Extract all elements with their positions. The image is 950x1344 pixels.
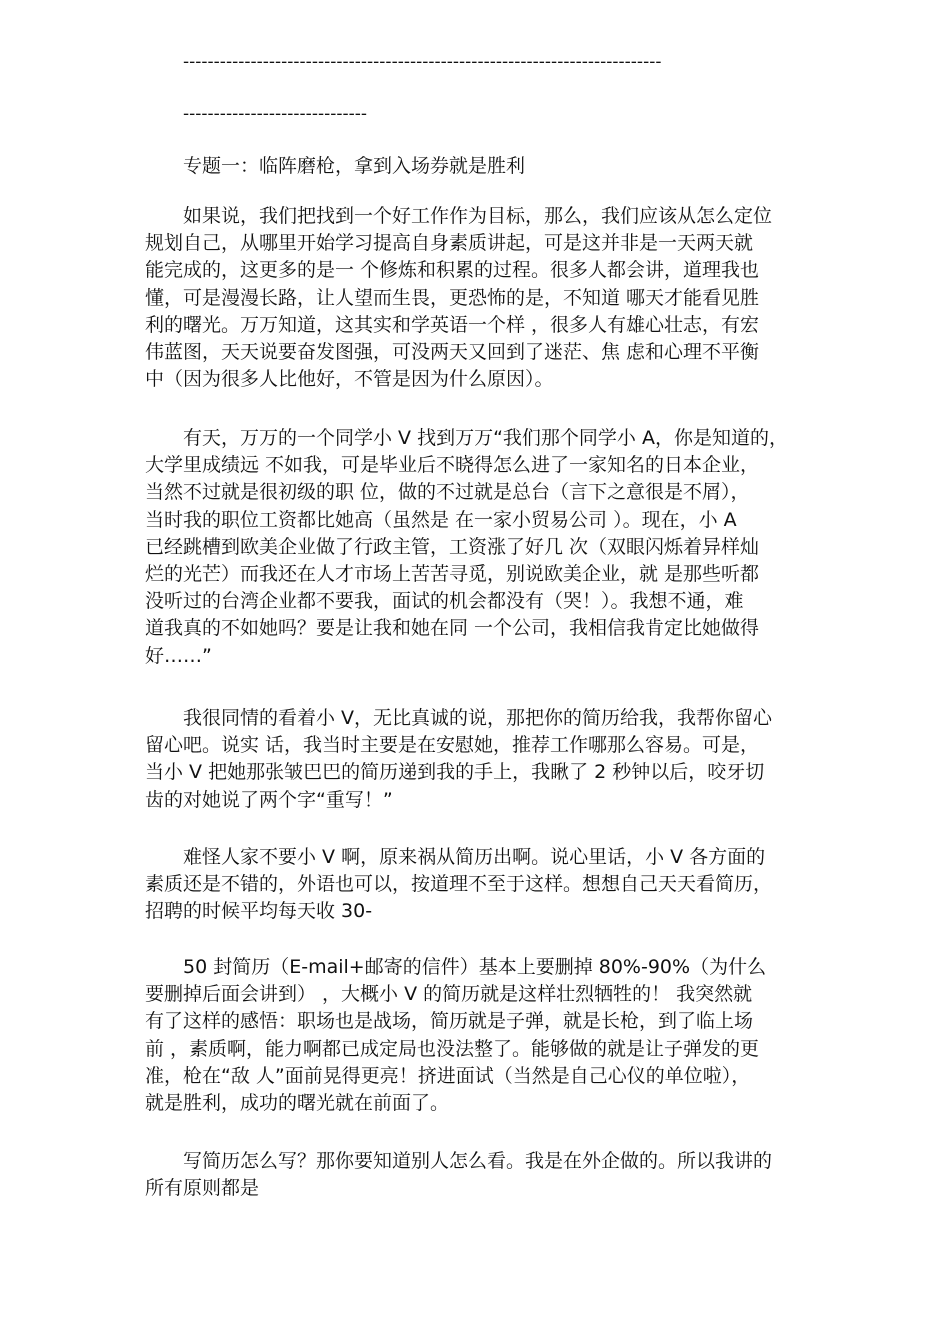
dash-separator-short: ------------------------------ <box>183 104 368 124</box>
paragraph-line: 中（因为很多人比他好，不管是因为什么原因）。 <box>145 368 554 391</box>
paragraph-line: 有天，万万的一个同学小 V 找到万万“我们那个同学小 A，你是知道的， <box>183 427 788 449</box>
paragraph-6 <box>145 1148 890 1202</box>
paragraph-line: 懂，可是漫漫长路，让人望而生畏，更恐怖的是，不知道 哪天才能看见胜 <box>145 286 760 309</box>
paragraph-line: 所有原则都是 <box>145 1177 260 1200</box>
paragraph-line: 准，枪在“敌 人”面前晃得更亮！挤进面试（当然是自己心仪的单位啦）， <box>145 1064 751 1087</box>
paragraph-line: 招聘的时候平均每天收 30- <box>145 900 373 923</box>
paragraph-4 <box>145 844 890 926</box>
paragraph-3 <box>145 705 890 814</box>
paragraph-line: 利的曙光。万万知道，这其实和学英语一个样 ，很多人有雄心壮志，有宏 <box>145 313 760 336</box>
paragraph-line: 要删掉后面会讲到） ，大概小 V 的简历就是这样壮烈牺牲的！ 我突然就 <box>145 983 753 1006</box>
paragraph-line: 没听过的台湾企业都不要我，面试的机会都没有（哭！）。我想不通，难 <box>145 590 744 613</box>
paragraph-line: 道我真的不如她吗？要是让我和她在同 一个公司，我相信我肯定比她做得 <box>145 617 760 640</box>
paragraph-2 <box>145 425 890 670</box>
paragraph-line: 就是胜利，成功的曙光就在前面了。 <box>145 1092 450 1115</box>
paragraph-1 <box>145 203 890 393</box>
dash-separator-top: ------------------------------------------------------------------------------ <box>183 52 662 72</box>
paragraph-line: 我很同情的看着小 V，无比真诚的说，那把你的简历给我，我帮你留心 <box>183 707 773 729</box>
paragraph-line: 当时我的职位工资都比她高（虽然是 在一家小贸易公司 ）。现在，小 A <box>145 508 737 531</box>
paragraph-line: 烂的光芒）而我还在人才市场上苦苦寻觅，别说欧美企业，就 是那些听都 <box>145 563 760 586</box>
paragraph-line: 有了这样的感悟：职场也是战场，简历就是子弹，就是长枪，到了临上场 <box>145 1010 754 1033</box>
paragraph-line: 齿的对她说了两个字“重写！” <box>145 788 393 811</box>
paragraph-line: 50 封简历（E-mail+邮寄的信件）基本上要删掉 80%-90%（为什么 <box>183 956 767 978</box>
paragraph-line: 规划自己，从哪里开始学习提高自身素质讲起，可是这并非是一天两天就 <box>145 232 754 255</box>
paragraph-line: 如果说，我们把找到一个好工作作为目标，那么，我们应该从怎么定位 <box>183 205 773 227</box>
paragraph-line: 伟蓝图，天天说要奋发图强，可没两天又回到了迷茫、焦 虑和心理不平衡 <box>145 341 760 364</box>
paragraph-line: 能完成的，这更多的是一 个修炼和积累的过程。很多人都会讲，道理我也 <box>145 259 760 282</box>
section-heading: 专题一：临阵磨枪，拿到入场券就是胜利 <box>183 155 526 177</box>
paragraph-line: 前 ，素质啊，能力啊都已成定局也没法整了。能够做的就是让子弹发的更 <box>145 1037 760 1060</box>
paragraph-line: 留心吧。说实 话，我当时主要是在安慰她，推荐工作哪那么容易。可是， <box>145 734 760 757</box>
paragraph-line: 当然不过就是很初级的职 位，做的不过就是总台（言下之意很是不屑）， <box>145 481 750 504</box>
paragraph-line: 已经跳槽到欧美企业做了行政主管，工资涨了好几 次（双眼闪烁着异样灿 <box>145 535 760 558</box>
paragraph-line: 当小 V 把她那张皱巴巴的简历递到我的手上，我瞅了 2 秒钟以后，咬牙切 <box>145 761 765 784</box>
paragraph-line: 写简历怎么写？那你要知道别人怎么看。我是在外企做的。所以我讲的 <box>183 1150 773 1172</box>
paragraph-line: 好……” <box>145 644 212 667</box>
paragraph-5 <box>145 954 890 1117</box>
paragraph-line: 素质还是不错的，外语也可以，按道理不至于这样。想想自己天天看简历， <box>145 873 773 896</box>
paragraph-line: 难怪人家不要小 V 啊，原来祸从简历出啊。说心里话，小 V 各方面的 <box>183 846 766 868</box>
paragraph-line: 大学里成绩远 不如我，可是毕业后不晓得怎么进了一家知名的日本企业， <box>145 454 760 477</box>
